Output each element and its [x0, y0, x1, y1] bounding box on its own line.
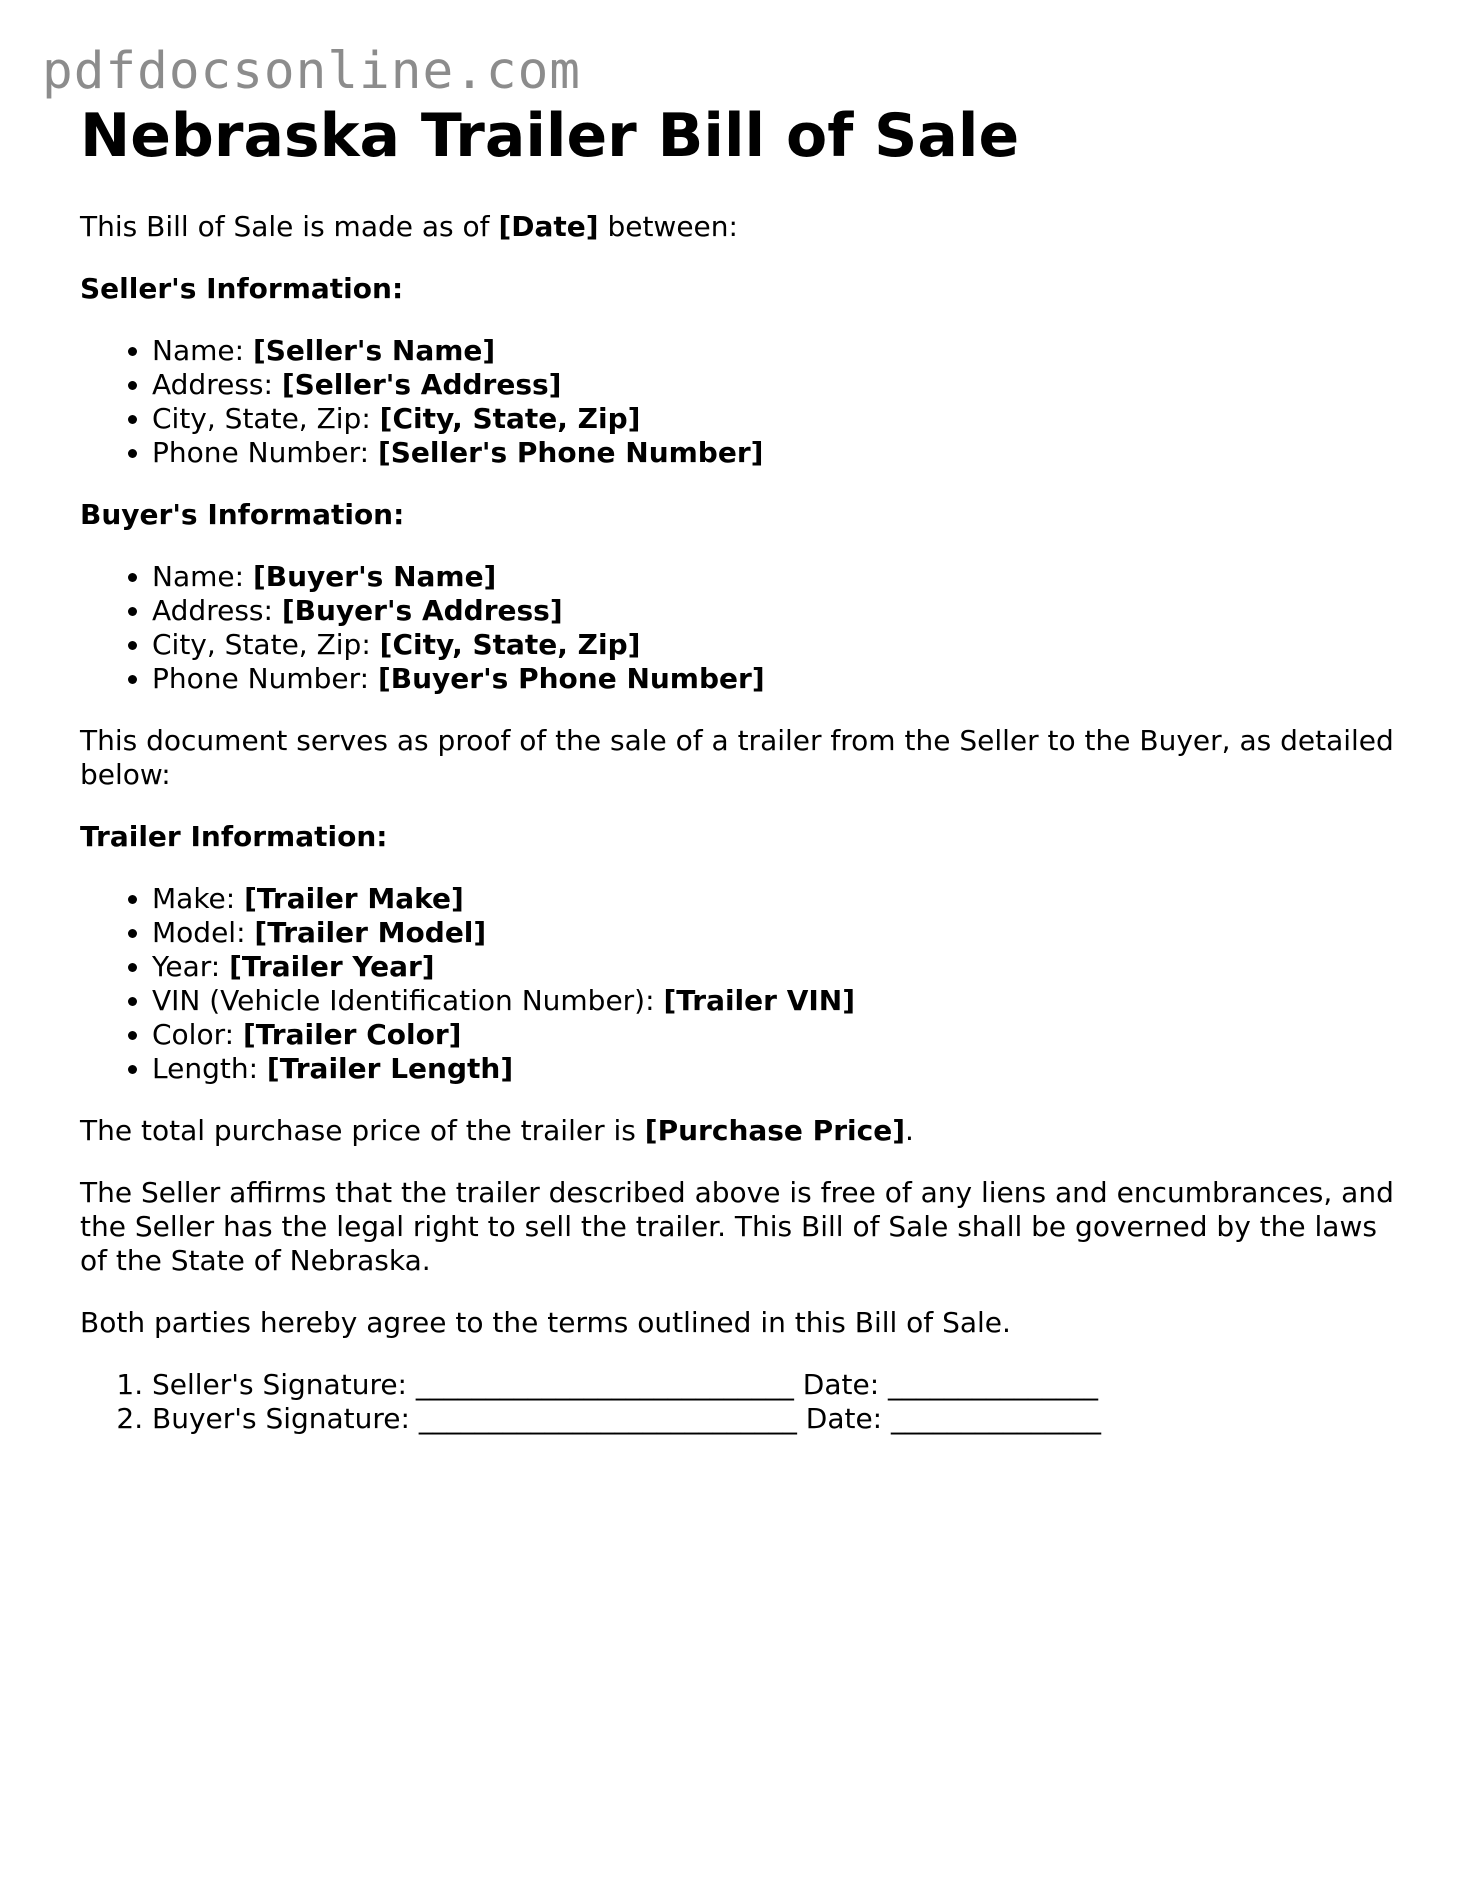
price-before: The total purchase price of the trailer is: [80, 1114, 645, 1147]
signature-list: [80, 1368, 1400, 1436]
purchase-price-placeholder: [Purchase Price]: [644, 1114, 905, 1147]
list-item-value: [City, State, Zip]: [379, 628, 641, 661]
list-item-label: VIN (Vehicle Identification Number):: [152, 984, 664, 1017]
list-item-label: Year:: [152, 950, 230, 983]
list-item-value: [Trailer Model]: [254, 916, 487, 949]
list-item-value: [Buyer's Name]: [252, 560, 497, 593]
trailer-color-item: [152, 1018, 1400, 1052]
seller-city-item: [152, 402, 1400, 436]
list-item-value: [Buyer's Phone Number]: [377, 662, 765, 695]
agreement-paragraph: Both parties hereby agree to the terms outlined in this Bill of Sale.: [80, 1306, 1011, 1339]
list-item-label: City, State, Zip:: [152, 402, 380, 435]
list-item-label: Name:: [152, 334, 253, 367]
trailer-info-list: [80, 882, 1400, 1086]
list-item-value: [Seller's Name]: [252, 334, 496, 367]
list-item-label: Length:: [152, 1052, 267, 1085]
seller-info-list: [80, 334, 1400, 470]
buyer-address-item: [152, 594, 1400, 628]
list-item-value: [Seller's Address]: [281, 368, 562, 401]
list-item-label: Model:: [152, 916, 255, 949]
trailer-make-item: [152, 882, 1400, 916]
date-placeholder: [Date]: [498, 210, 599, 243]
list-item-label: Address:: [152, 594, 282, 627]
list-item-value: [Seller's Phone Number]: [377, 436, 764, 469]
list-item-label: Name:: [152, 560, 253, 593]
list-item-value: [Trailer VIN]: [663, 984, 856, 1017]
buyer-heading: Buyer's Information:: [80, 498, 405, 531]
trailer-year-item: [152, 950, 1400, 984]
buyer-info-list: [80, 560, 1400, 696]
intro-paragraph: [80, 210, 1400, 244]
list-item-value: [City, State, Zip]: [379, 402, 641, 435]
list-item-label: Phone Number:: [152, 662, 378, 695]
intro-before: This Bill of Sale is made as of: [80, 210, 499, 243]
buyer-signature-line: 2. Buyer's Signature: ___________________________ Date: _______________: [152, 1402, 1400, 1436]
proof-paragraph: This document serves as proof of the sale of a trailer from the Seller to the Buyer, as detailed below:: [80, 724, 1394, 791]
list-item-label: Color:: [152, 1018, 243, 1051]
buyer-phone-item: [152, 662, 1400, 696]
trailer-vin-item: [152, 984, 1400, 1018]
affirmation-paragraph: The Seller affirms that the trailer described above is free of any liens and encumbrances, and the Seller has the legal right to sell the trailer. This Bill of Sale shall be governed by the laws of the State of Nebraska.: [80, 1176, 1394, 1277]
trailer-heading: Trailer Information:: [80, 820, 388, 853]
document-title: Nebraska Trailer Bill of Sale: [80, 101, 1020, 171]
seller-heading: Seller's Information:: [80, 272, 404, 305]
seller-address-item: [152, 368, 1400, 402]
seller-signature-line: 1. Seller's Signature: ___________________________ Date: _______________: [152, 1368, 1400, 1402]
list-item-label: Phone Number:: [152, 436, 378, 469]
list-item-value: [Buyer's Address]: [281, 594, 563, 627]
list-item-value: [Trailer Year]: [229, 950, 435, 983]
price-after: .: [904, 1114, 914, 1147]
list-item-label: City, State, Zip:: [152, 628, 380, 661]
list-item-label: Address:: [152, 368, 282, 401]
watermark: pdfdocsonline.com: [42, 42, 581, 101]
seller-name-item: [152, 334, 1400, 368]
list-item-value: [Trailer Color]: [242, 1018, 462, 1051]
buyer-city-item: [152, 628, 1400, 662]
list-item-label: Make:: [152, 882, 245, 915]
trailer-model-item: [152, 916, 1400, 950]
document-page: [80, 100, 1400, 1436]
price-paragraph: [80, 1114, 1400, 1148]
intro-after: between:: [598, 210, 738, 243]
list-item-value: [Trailer Length]: [266, 1052, 514, 1085]
trailer-length-item: [152, 1052, 1400, 1086]
seller-phone-item: [152, 436, 1400, 470]
buyer-name-item: [152, 560, 1400, 594]
list-item-value: [Trailer Make]: [244, 882, 464, 915]
